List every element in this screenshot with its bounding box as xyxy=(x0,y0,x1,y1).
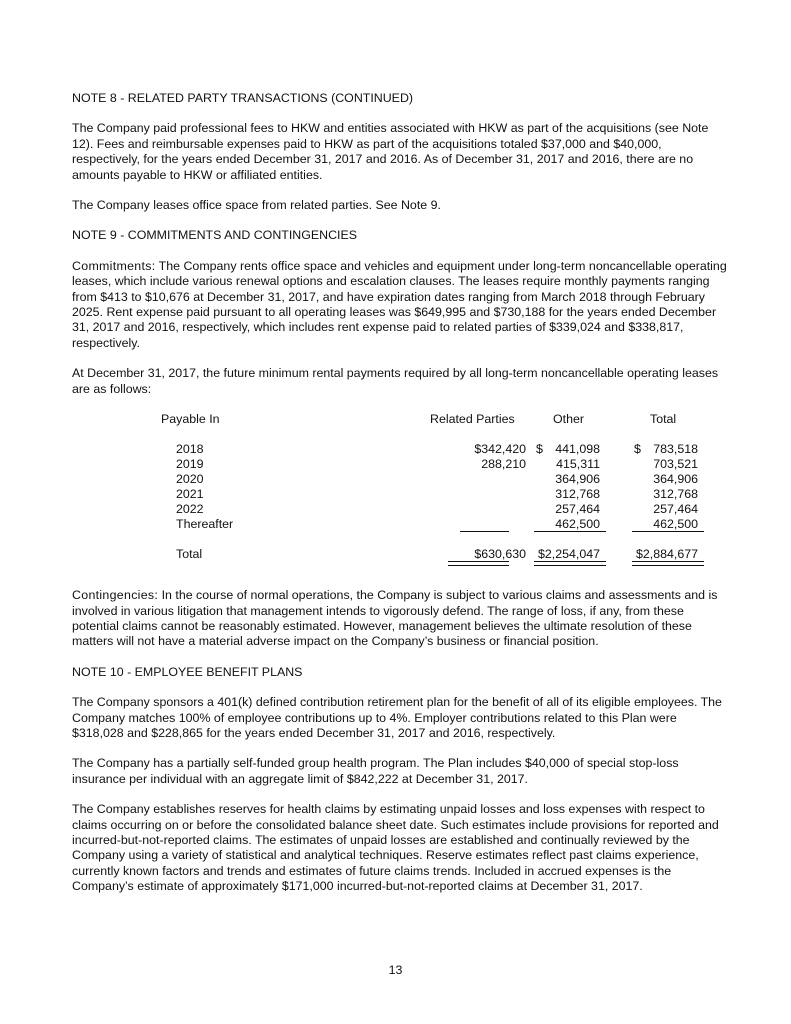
total-label: Total xyxy=(176,547,203,562)
row-total: 312,768 xyxy=(653,487,698,502)
total-related: $630,630 xyxy=(474,547,526,562)
table-row xyxy=(72,517,728,532)
lease-payments-table xyxy=(72,412,728,576)
commitments-text: The Company rents office space and vehicles and equipment under long-term noncancellable operating leases, which include various renewal options and escalation clauses. The leases require monthly payments ranging from $413 to $10,676 at December 31, 2017, and have expiration dates ranging from March 2018 through February 2025. Rent expense paid pursuant to all operating leases was $649,995 and $730,188 for the years ended December 31, 2017 and 2016, respectively, which includes rent expense paid to related parties of $339,024 and $338,817, respectively. xyxy=(72,258,727,350)
note9-contingencies-paragraph xyxy=(72,588,728,650)
row-label: 2018 xyxy=(176,442,204,457)
row-other: 312,768 xyxy=(555,487,600,502)
row-total: 462,500 xyxy=(653,517,698,532)
note8-paragraph-fees: The Company paid professional fees to HKW and entities associated with HKW as part of the acquisitions (see Note 12). Fees and reimbursable expenses paid to HKW as part of the acquisitions totaled $37,000 and $40,000, respectively, for the years ended December 31, 2017 and 2016. As of December 31, 2017 and 2016, there are no amounts payable to HKW or affiliated entities. xyxy=(72,121,709,182)
underline-other xyxy=(534,531,606,532)
underline-related xyxy=(460,531,509,532)
row-other: 257,464 xyxy=(555,502,600,517)
table-row xyxy=(72,502,728,517)
table-row xyxy=(72,472,728,487)
table-total-row xyxy=(72,547,728,562)
double-underline-related xyxy=(448,561,509,566)
commitments-term: Commitments: xyxy=(72,258,156,273)
table-row xyxy=(72,457,728,472)
contingencies-text: In the course of normal operations, the Company is subject to various claims and assessments and is involved in various litigation that management intends to vigorously defend. The range of loss, if any, from these potential claims cannot be reasonably estimated. However, management believes the ultimate resolution of these matters will not have a material adverse impact on the Company’s business or financial position. xyxy=(72,588,718,649)
header-payable-in: Payable In xyxy=(161,412,220,427)
table-row xyxy=(72,487,728,502)
dollar-sign-other: $ xyxy=(536,442,543,457)
note9-heading: NOTE 9 - COMMITMENTS AND CONTINGENCIES xyxy=(72,228,357,243)
row-total: 257,464 xyxy=(653,502,698,517)
dollar-sign-total: $ xyxy=(634,442,641,457)
row-label: 2020 xyxy=(176,472,204,487)
row-total: 364,906 xyxy=(653,472,698,487)
row-total: 703,521 xyxy=(653,457,698,472)
note9-future-intro: At December 31, 2017, the future minimum rental payments required by all long-term noncancellable operating leases are as follows: xyxy=(72,366,719,396)
row-related: 288,210 xyxy=(481,457,526,472)
total-other: $2,254,047 xyxy=(537,547,600,562)
row-label: 2021 xyxy=(176,487,204,502)
row-total: 783,518 xyxy=(653,442,698,457)
row-other: 415,311 xyxy=(556,457,600,472)
note10-paragraph-401k: The Company sponsors a 401(k) defined contribution retirement plan for the benefit of all of its eligible employees. The Company matches 100% of employee contributions up to 4%. Employer contributions related to this Plan were $318,028 and $228,865 for the years ended December 31, 2017 and 2016, respectively. xyxy=(72,695,722,740)
table-header-row xyxy=(72,412,728,427)
table-row xyxy=(72,442,728,457)
note10-paragraph-reserves: The Company establishes reserves for health claims by estimating unpaid losses and loss expenses with respect to claims occurring on or before the consolidated balance sheet date. Such estimates include provisions for reported and incurred-but-not-reported claims. The estimates of unpaid losses are established and continually reviewed by the Company using a variety of statistical and analytical techniques. Reserve estimates reflect past claims experience, currently known factors and trends and estimates of future claims trends. Included in accrued expenses is the Company’s estimate of approximately $171,000 incurred-but-not-reported claims at December 31, 2017. xyxy=(72,802,719,894)
total-total: $2,884,677 xyxy=(635,547,698,562)
note10-paragraph-health: The Company has a partially self-funded group health program. The Plan includes $40,000 of special stop-loss insurance per individual with an aggregate limit of $842,222 at December 31, 2017. xyxy=(72,756,679,786)
header-related-parties: Related Parties xyxy=(430,412,515,427)
note9-commitments-paragraph xyxy=(72,259,728,351)
header-other: Other xyxy=(553,412,584,427)
note8-heading: NOTE 8 - RELATED PARTY TRANSACTIONS (CONTINUED) xyxy=(72,91,414,105)
row-related: $342,420 xyxy=(474,442,526,457)
document-page xyxy=(72,91,728,910)
row-label: 2019 xyxy=(176,457,204,472)
note10-heading: NOTE 10 - EMPLOYEE BENEFIT PLANS xyxy=(72,664,303,679)
row-other: 441,098 xyxy=(555,442,600,457)
row-other: 364,906 xyxy=(555,472,600,487)
double-underline-total xyxy=(632,561,704,566)
contingencies-term: Contingencies: xyxy=(72,588,159,603)
row-label: Thereafter xyxy=(176,517,234,532)
page-number: 13 xyxy=(388,963,403,977)
row-other: 462,500 xyxy=(555,517,600,532)
double-underline-other xyxy=(534,561,606,566)
note8-paragraph-leases: The Company leases office space from related parties. See Note 9. xyxy=(72,198,441,213)
underline-total xyxy=(632,531,704,532)
row-label: 2022 xyxy=(176,502,204,517)
header-total: Total xyxy=(650,412,677,427)
